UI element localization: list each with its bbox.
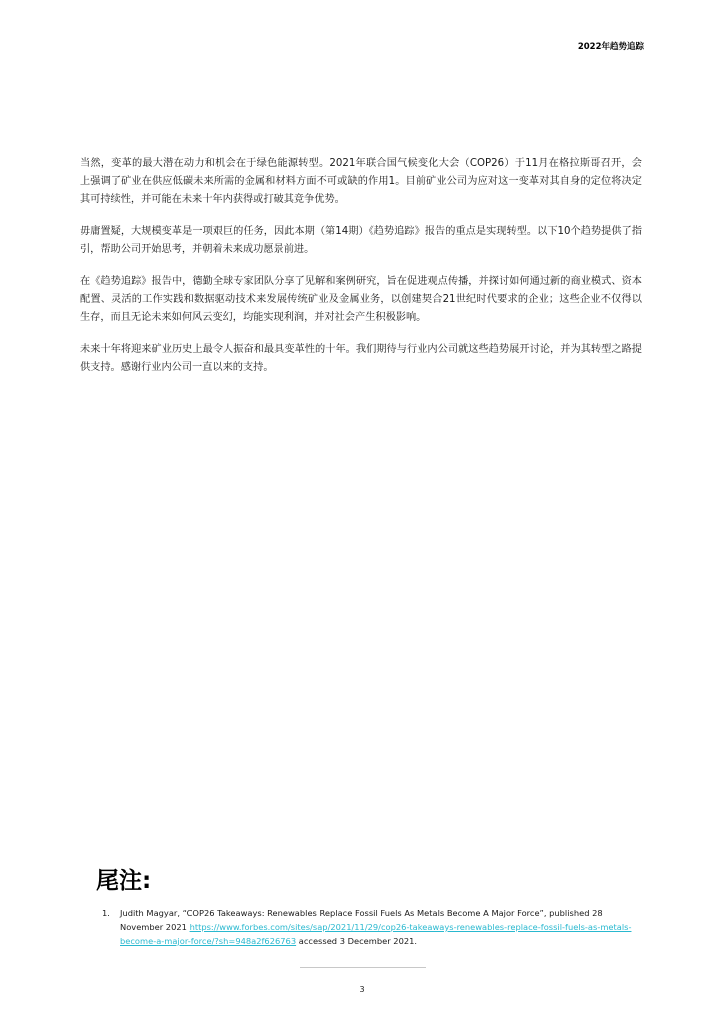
body-text xyxy=(80,155,642,391)
endnote-item xyxy=(102,906,636,948)
paragraph-3: 在《趋势追踪》报告中，德勤全球专家团队分享了见解和案例研究，旨在促进观点传播，并探讨如何通过新的商业模式、资本配置、灵活的工作实践和数据驱动技术来发展传统矿业及金属业务，以创建契合21世纪时代要求的企业；这些企业不仅得以生存，而且无论未来如何风云变幻，均能实现利润，并对社会产生积极影响。 xyxy=(80,276,642,323)
endnote-accessed: accessed 3 December 2021. xyxy=(296,936,418,946)
footer-divider xyxy=(300,967,426,968)
paragraph-4: 未来十年将迎来矿业历史上最令人振奋和最具变革性的十年。我们期待与行业内公司就这些趋势展开讨论，并为其转型之路提供支持。感谢行业内公司一直以来的支持。 xyxy=(80,344,642,373)
endnote-link[interactable]: https://www.forbes.com/sites/sap/2021/11/29/cop26-takeaways-renewables-replace-fossil-fuels-as-metals-become-a-major-force/?sh=948a2f626763 xyxy=(120,922,632,946)
paragraph-2: 毋庸置疑，大规模变革是一项艰巨的任务，因此本期（第14期）《趋势追踪》报告的重点是实现转型。以下10个趋势提供了指引，帮助公司开始思考，并朝着未来成功愿景前进。 xyxy=(80,226,642,255)
endnote-number: 1. xyxy=(102,908,110,918)
paragraph-1: 当然，变革的最大潜在动力和机会在于绿色能源转型。2021年联合国气候变化大会（COP26）于11月在格拉斯哥召开，会上强调了矿业在供应低碳未来所需的金属和材料方面不可或缺的作用1。目前矿业公司为应对这一变革对其自身的定位将决定其可持续性，并可能在未来十年内获得或打破其竞争优势。 xyxy=(80,158,642,205)
endnote-text xyxy=(120,906,636,948)
page-number: 3 xyxy=(359,985,365,994)
endnotes-heading: 尾注: xyxy=(96,868,152,894)
endnote-citation: Judith Magyar, “COP26 Takeaways: Renewables Replace Fossil Fuels As Metals Become A Major Force”, published 28 November 2021 xyxy=(120,908,603,932)
endnotes-section xyxy=(96,866,636,948)
running-header-title: 2022年趋势追踪 xyxy=(577,42,644,52)
